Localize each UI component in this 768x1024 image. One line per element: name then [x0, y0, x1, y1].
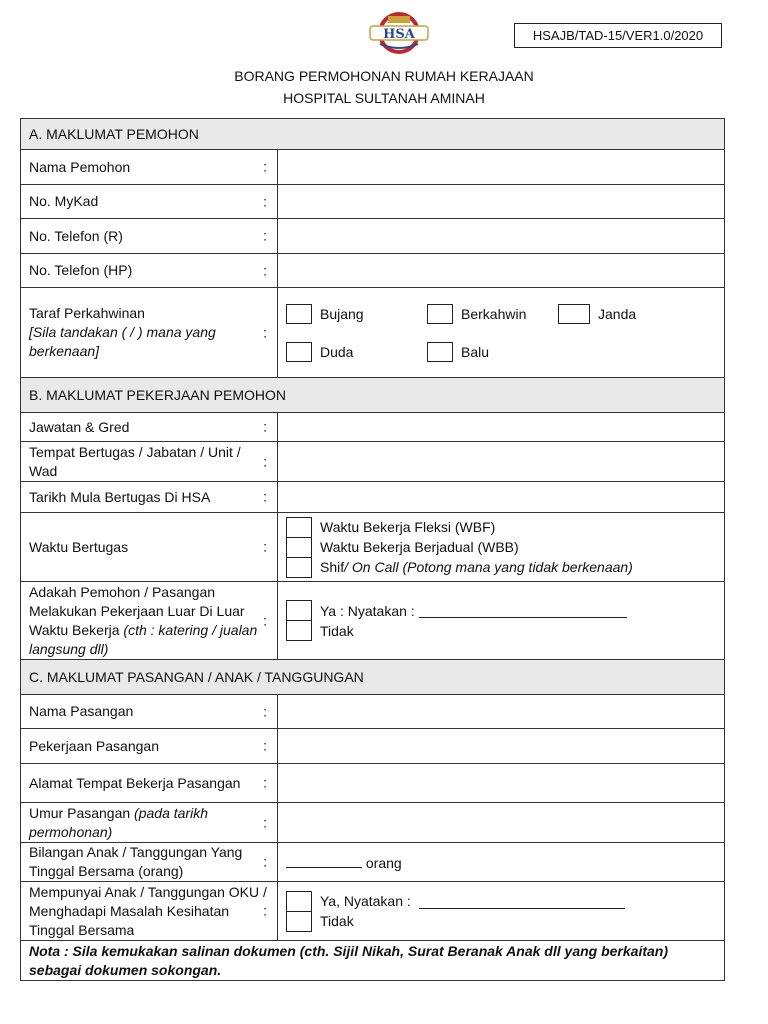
checkbox-luar-tidak[interactable]	[286, 620, 312, 641]
option-duda[interactable]: Duda	[286, 342, 427, 362]
label-pekerjaan-pasangan: Pekerjaan Pasangan :	[21, 729, 278, 764]
hospital-logo	[366, 10, 432, 56]
logo-text: HSA	[383, 27, 415, 42]
field-telefon-hp[interactable]	[278, 254, 725, 288]
field-tempat-bertugas[interactable]	[278, 442, 725, 482]
field-nama-pasangan[interactable]	[278, 695, 725, 729]
section-b-heading: B. MAKLUMAT PEKERJAAN PEMOHON	[21, 378, 725, 413]
option-bujang[interactable]: Bujang	[286, 304, 427, 324]
checkbox-duda[interactable]	[286, 342, 312, 362]
hospital-name: HOSPITAL SULTANAH AMINAH	[283, 90, 485, 106]
bilangan-line[interactable]	[286, 853, 362, 868]
form-title: BORANG PERMOHONAN RUMAH KERAJAAN	[234, 68, 534, 84]
checkbox-luar-ya[interactable]	[286, 600, 312, 621]
field-taraf-perkahwinan	[278, 288, 725, 378]
checkbox-shif[interactable]	[286, 557, 312, 578]
field-pekerjaan-luar	[278, 582, 725, 660]
checkbox-balu[interactable]	[427, 342, 453, 362]
section-a-heading: A. MAKLUMAT PEMOHON	[21, 119, 725, 150]
option-wbf[interactable]: Waktu Bekerja Fleksi (WBF)	[286, 517, 716, 537]
label-pekerjaan-luar: Adakah Pemohon / Pasangan Melakukan Pekerjaan Luar Di Luar Waktu Bekerja (cth : katering / jualan langsung dll) :	[21, 582, 278, 660]
field-mykad[interactable]	[278, 185, 725, 219]
taraf-hint: [Sila tandakan ( / ) mana yang berkenaan]	[29, 324, 216, 359]
oku-nyatakan-line[interactable]	[419, 894, 625, 909]
field-tarikh-mula[interactable]	[278, 482, 725, 513]
label-nama-pemohon: Nama Pemohon :	[21, 150, 278, 185]
label-bilangan-anak: Bilangan Anak / Tanggungan Yang Tinggal Bersama (orang) :	[21, 843, 278, 882]
field-alamat-pasangan[interactable]	[278, 764, 725, 803]
label-waktu-bertugas: Waktu Bertugas :	[21, 513, 278, 582]
field-bilangan-anak: orang	[278, 843, 725, 882]
option-shif[interactable]: Shif / On Call (Potong mana yang tidak berkenaan)	[286, 557, 716, 577]
field-waktu-bertugas	[278, 513, 725, 582]
option-luar-tidak[interactable]: Tidak	[286, 621, 716, 641]
option-oku-tidak[interactable]: Tidak	[286, 911, 716, 931]
nyatakan-line[interactable]	[419, 603, 627, 618]
field-nama-pemohon[interactable]	[278, 150, 725, 185]
field-oku	[278, 882, 725, 941]
field-umur-pasangan[interactable]	[278, 803, 725, 843]
checkbox-oku-tidak[interactable]	[286, 911, 312, 932]
application-form-table	[20, 118, 725, 981]
footnote: Nota : Sila kemukakan salinan dokumen (cth. Sijil Nikah, Surat Beranak Anak dll yang berkaitan) sebagai dokumen sokongan.	[21, 941, 725, 981]
checkbox-berkahwin[interactable]	[427, 304, 453, 324]
checkbox-bujang[interactable]	[286, 304, 312, 324]
option-balu[interactable]: Balu	[427, 342, 489, 362]
option-oku-ya[interactable]: Ya, Nyatakan :	[286, 891, 716, 911]
label-oku: Mempunyai Anak / Tanggungan OKU / Menghadapi Masalah Kesihatan Tinggal Bersama :	[21, 882, 278, 941]
field-jawatan[interactable]	[278, 413, 725, 442]
label-taraf-perkahwinan: Taraf Perkahwinan [Sila tandakan ( / ) mana yang berkenaan] :	[21, 288, 278, 378]
field-telefon-r[interactable]	[278, 219, 725, 254]
label-nama-pasangan: Nama Pasangan :	[21, 695, 278, 729]
field-pekerjaan-pasangan[interactable]	[278, 729, 725, 764]
option-luar-ya[interactable]: Ya : Nyatakan :	[286, 601, 716, 621]
option-berkahwin[interactable]: Berkahwin	[427, 304, 558, 324]
label-telefon-r: No. Telefon (R) :	[21, 219, 278, 254]
label-tempat-bertugas: Tempat Bertugas / Jabatan / Unit / Wad :	[21, 442, 278, 482]
section-c-heading: C. MAKLUMAT PASANGAN / ANAK / TANGGUNGAN	[21, 660, 725, 695]
checkbox-wbb[interactable]	[286, 537, 312, 558]
label-umur-pasangan: Umur Pasangan (pada tarikh permohonan) :	[21, 803, 278, 843]
label-mykad: No. MyKad :	[21, 185, 278, 219]
checkbox-wbf[interactable]	[286, 517, 312, 538]
label-alamat-pasangan: Alamat Tempat Bekerja Pasangan :	[21, 764, 278, 803]
label-tarikh-mula: Tarikh Mula Bertugas Di HSA :	[21, 482, 278, 513]
label-telefon-hp: No. Telefon (HP) :	[21, 254, 278, 288]
checkbox-oku-ya[interactable]	[286, 891, 312, 912]
option-janda[interactable]: Janda	[558, 304, 636, 324]
option-wbb[interactable]: Waktu Bekerja Berjadual (WBB)	[286, 537, 716, 557]
checkbox-janda[interactable]	[558, 304, 590, 324]
label-jawatan: Jawatan & Gred :	[21, 413, 278, 442]
document-code: HSAJB/TAD-15/VER1.0/2020	[514, 23, 722, 48]
